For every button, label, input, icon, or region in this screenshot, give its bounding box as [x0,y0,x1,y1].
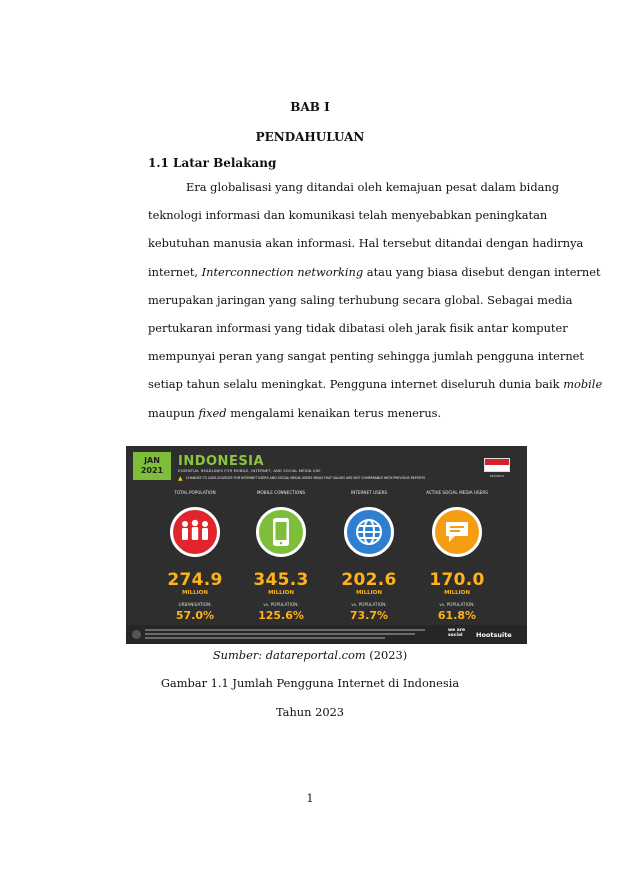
figure-caption: Gambar 1.1 Jumlah Pengguna Internet di Indonesia [160,676,460,690]
paragraph-line: teknologi informasi dan komunikasi telah menyebabkan peningkatan [148,208,548,222]
infographic-footer [126,625,527,644]
stat-sub-label: vs. POPULATION: [263,602,299,607]
source-text-line [145,637,385,639]
paragraph-line [148,406,546,422]
source-year: (2023) [365,648,408,662]
chat-icon [432,507,482,557]
text-run: mengalami kenaikan terus menerus. [226,406,442,420]
people-icon [170,507,220,557]
italic-term: mobile [563,377,603,391]
paragraph-line: mempunyai peran yang sangat penting sehingga jumlah pengguna internet [148,349,584,363]
stat-percent: 61.8% [437,609,477,622]
indonesia-flag-icon [484,458,510,472]
country-title: INDONESIA [178,454,265,469]
section-heading: 1.1 Latar Belakang [148,156,277,170]
source-text-line [145,629,425,631]
paragraph-line: kebutuhan manusia akan informasi. Hal tersebut ditandai dengan hadirnya [148,236,584,250]
text-run: maupun [148,406,199,420]
we-are-social-logo: we are social [448,628,466,638]
stat-social-media-users [417,490,497,622]
infographic-image [126,446,527,644]
badge-year: 2021 [140,465,164,475]
date-badge [133,452,171,480]
figure-source [0,648,620,662]
data-notice [178,475,458,482]
stat-mobile-connections [241,490,321,622]
page-dot-icon [132,630,141,639]
paragraph-line: pertukaran informasi yang tidak dibatasi oleh jarak fisik antar komputer [148,321,568,335]
flag-caption: INDONESIA [489,475,505,478]
stat-unit: MILLION [444,590,470,596]
stat-percent: 57.0% [175,609,215,622]
stat-percent: 125.6% [258,609,304,622]
hootsuite-logo: Hootsuite [476,631,512,639]
page-number: 1 [306,792,314,805]
stat-unit: MILLION [182,590,208,596]
stat-total-population [155,490,235,622]
source-text-line [145,633,415,635]
infographic-headline: ESSENTIAL HEADLINES FOR MOBILE, INTERNET, AND SOCIAL MEDIA USE [178,469,321,473]
stat-label: TOTAL POPULATION [174,490,216,495]
globe-icon [344,507,394,557]
text-run: atau yang biasa disebut dengan internet [363,265,601,279]
stat-sub-label: vs. POPULATION: [351,602,387,607]
italic-term: fixed [198,406,227,420]
stat-unit: MILLION [356,590,382,596]
paragraph-line: merupakan jaringan yang saling terhubung secara global. Sebagai media [148,293,573,307]
chapter-number: BAB I [290,100,330,114]
notice-text: CHANGES TO DATA SOURCES FOR INTERNET USERS AND SOCIAL MEDIA USERS MEAN THAT VALUES ARE NOT COMPARABLE WITH PREVIOUS REPORTS [186,476,426,480]
stat-label: MOBILE CONNECTIONS [256,490,306,495]
source-italic: Sumber: datareportal.com [212,648,366,662]
stat-sub-label: URBANISATION: [178,602,212,607]
stat-value: 345.3 [253,570,309,590]
warning-icon: ▲ [178,475,183,482]
stat-unit: MILLION [268,590,294,596]
paragraph-line [148,265,601,281]
badge-month: JAN [144,456,160,465]
stat-value: 202.6 [341,570,397,590]
stat-percent: 73.7% [349,609,389,622]
phone-icon [256,507,306,557]
stat-value: 274.9 [167,570,223,590]
figure-caption-year: Tahun 2023 [275,705,345,719]
paragraph-line: Era globalisasi yang ditandai oleh kemajuan pesat dalam bidang [186,180,560,194]
italic-term: Interconnection networking [201,265,364,279]
paragraph-line [148,377,603,393]
stat-internet-users [329,490,409,622]
text-run: setiap tahun selalu meningkat. Pengguna internet diseluruh dunia baik [148,377,564,391]
chapter-title: PENDAHULUAN [255,130,365,144]
stat-label: INTERNET USERS [350,490,388,495]
stat-sub-label: vs. POPULATION: [439,602,475,607]
stat-value: 170.0 [429,570,485,590]
text-run: internet, [148,265,202,279]
stat-label: ACTIVE SOCIAL MEDIA USERS [426,490,488,495]
